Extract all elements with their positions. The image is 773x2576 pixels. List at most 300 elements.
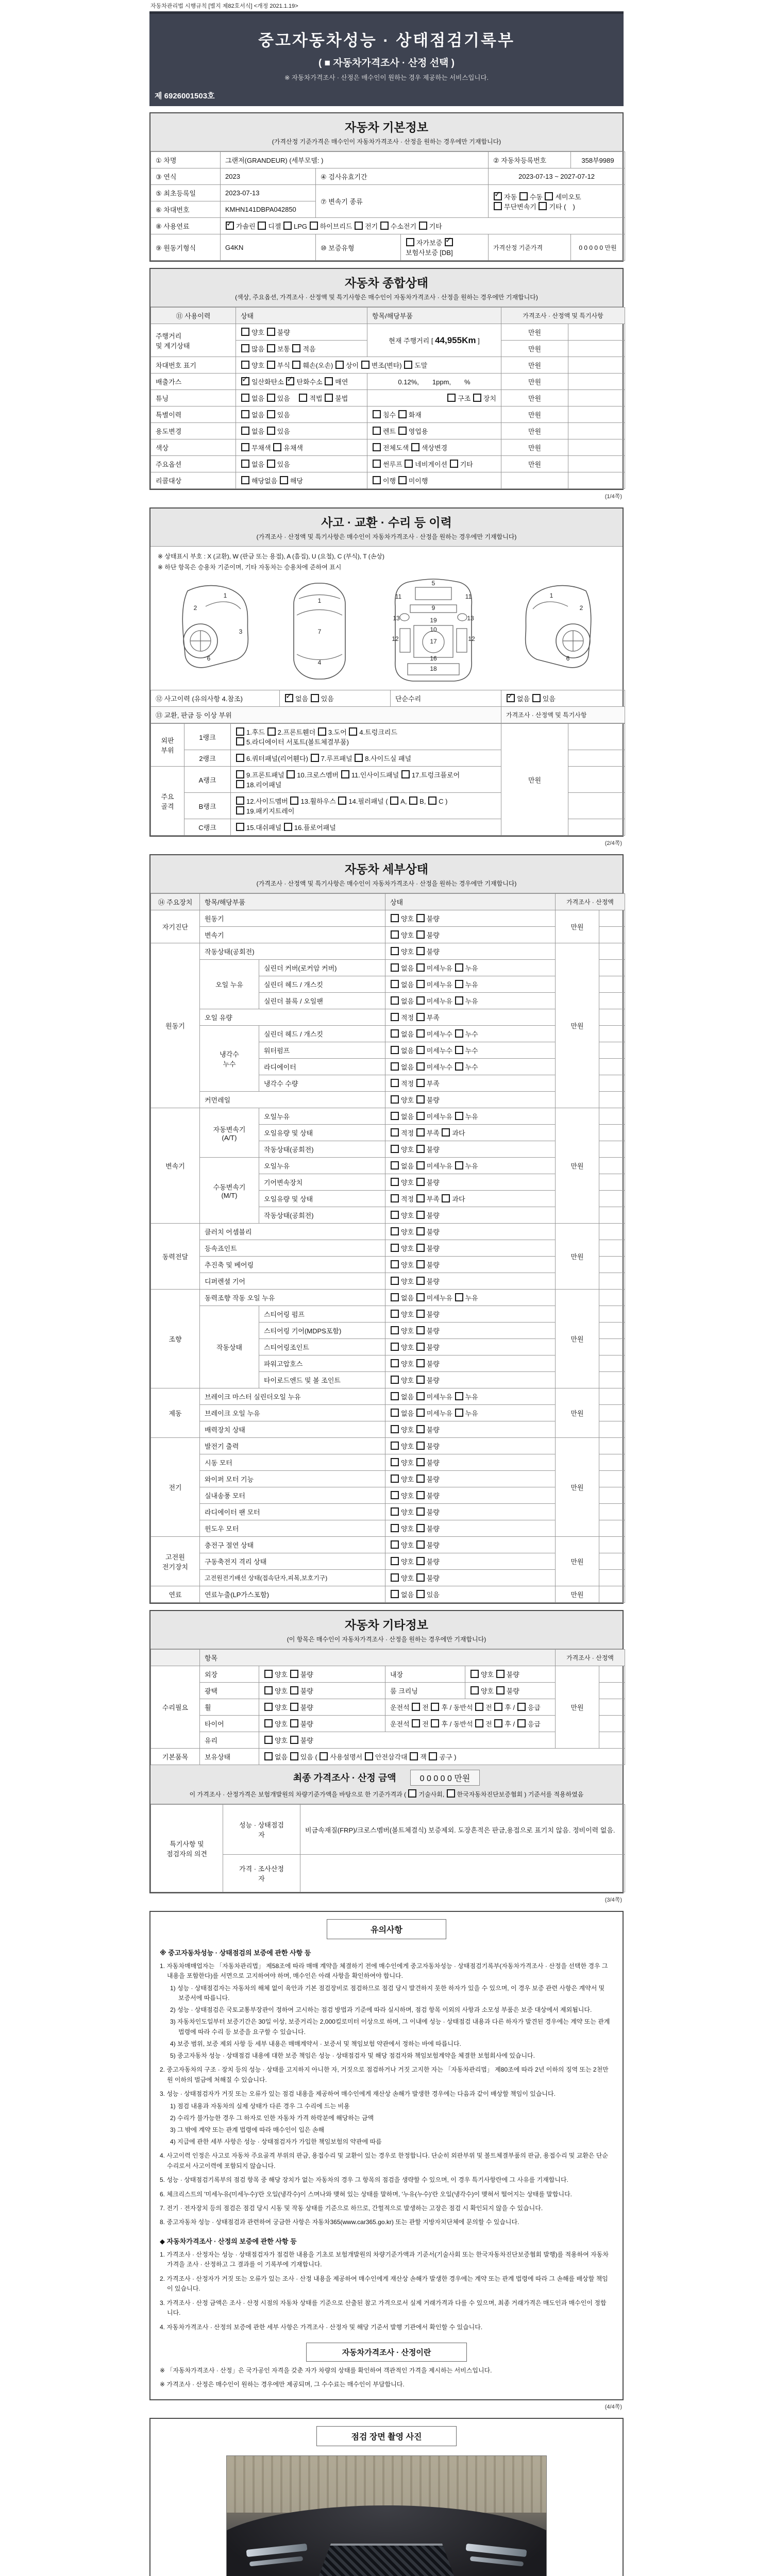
checkbox-unchecked[interactable] [455, 1392, 463, 1400]
checkbox-unchecked[interactable] [264, 1686, 273, 1694]
checkbox-unchecked[interactable] [391, 1112, 399, 1120]
checkbox-unchecked[interactable] [236, 737, 244, 745]
checkbox-unchecked[interactable] [391, 1260, 399, 1268]
checkbox-unchecked[interactable] [419, 222, 427, 230]
checkbox-label: 부족 [426, 1129, 442, 1137]
checkbox-unchecked[interactable] [391, 1079, 399, 1087]
checkbox-unchecked[interactable] [455, 1046, 463, 1054]
checkbox-unchecked[interactable] [416, 1326, 425, 1334]
checkbox-unchecked[interactable] [391, 1145, 399, 1153]
checkbox-unchecked[interactable] [494, 1719, 502, 1727]
checkbox-unchecked[interactable] [494, 202, 502, 210]
checkbox-unchecked[interactable] [447, 394, 456, 402]
checkbox-checked[interactable] [286, 377, 294, 385]
checkbox-unchecked[interactable] [236, 754, 244, 762]
checkbox-unchecked[interactable] [416, 1095, 425, 1104]
checkbox-unchecked[interactable] [241, 476, 249, 484]
checkbox-label: 불량 [426, 1541, 440, 1549]
table-cell: ② 자동차등록번호 [489, 152, 571, 168]
checkbox-cell [367, 472, 501, 489]
checkbox-label: 양호 [401, 1525, 416, 1533]
checkbox-unchecked[interactable] [241, 410, 249, 418]
table-cell: 리콜대상 [151, 472, 236, 489]
checkbox-unchecked[interactable] [241, 344, 249, 352]
checkbox-unchecked[interactable] [431, 1703, 439, 1711]
checkbox-unchecked[interactable] [406, 238, 414, 246]
checkbox-unchecked[interactable] [258, 222, 266, 230]
checkbox-unchecked[interactable] [391, 1095, 399, 1104]
checkbox-unchecked[interactable] [391, 1277, 399, 1285]
table-cell: 휠 [200, 1699, 259, 1716]
checkbox-unchecked[interactable] [264, 1752, 273, 1760]
checkbox-unchecked[interactable] [416, 1293, 425, 1301]
checkbox-unchecked[interactable] [416, 1376, 425, 1384]
checkbox-unchecked[interactable] [416, 963, 425, 972]
table-cell [568, 390, 625, 406]
checkbox-unchecked[interactable] [473, 394, 481, 402]
checkbox-checked[interactable] [494, 192, 502, 200]
checkbox-cell [385, 1699, 556, 1716]
checkbox-unchecked[interactable] [267, 410, 275, 418]
checkbox-unchecked[interactable] [391, 1458, 399, 1466]
checkbox-checked[interactable] [226, 222, 234, 230]
checkbox-unchecked[interactable] [416, 1392, 425, 1400]
checkbox-checked[interactable] [285, 694, 293, 702]
checkbox-unchecked[interactable] [539, 202, 547, 210]
checkbox-cell [385, 1716, 556, 1732]
checkbox-unchecked[interactable] [290, 1670, 298, 1678]
checkbox-unchecked[interactable] [416, 1046, 425, 1054]
checkbox-unchecked[interactable] [391, 1244, 399, 1252]
checkbox-unchecked[interactable] [391, 914, 399, 922]
checkbox-unchecked[interactable] [416, 1458, 425, 1466]
table-cell: ⑨ 원동기형식 [151, 234, 221, 261]
checkbox-label: 9.프론트패널 [246, 771, 287, 779]
checkbox-unchecked[interactable] [416, 1343, 425, 1351]
checkbox-unchecked[interactable] [416, 1128, 425, 1137]
table-cell [599, 1405, 625, 1421]
checkbox-label: 보통 [277, 345, 292, 353]
checkbox-unchecked[interactable] [391, 1392, 399, 1400]
checkbox-unchecked[interactable] [517, 1703, 526, 1711]
checkbox-unchecked[interactable] [391, 1211, 399, 1219]
checkbox-unchecked[interactable] [373, 443, 381, 451]
checkbox-unchecked[interactable] [292, 361, 300, 369]
checkbox-unchecked[interactable] [416, 1557, 425, 1565]
legend-line-1: ※ 상태표시 부호 : X (교환), W (판금 또는 용접), A (흠집), U (요철), C (부식), T (손상) [158, 553, 384, 560]
checkbox-unchecked[interactable] [428, 796, 436, 805]
checkbox-unchecked[interactable] [290, 1752, 298, 1760]
checkbox-unchecked[interactable] [338, 796, 346, 805]
checkbox-unchecked[interactable] [311, 754, 319, 762]
checkbox-unchecked[interactable] [455, 1293, 463, 1301]
checkbox-unchecked[interactable] [391, 1475, 399, 1483]
checkbox-unchecked[interactable] [416, 1524, 425, 1532]
checkbox-unchecked[interactable] [355, 222, 363, 230]
notices-body [150, 1947, 623, 2390]
diagram-part-number: 12 [467, 635, 475, 642]
checkbox-unchecked[interactable] [391, 1029, 399, 1038]
checkbox-unchecked[interactable] [391, 1524, 399, 1532]
checkbox-label: 있음 [542, 695, 556, 703]
checkbox-unchecked[interactable] [416, 1507, 425, 1516]
checkbox-unchecked[interactable] [391, 1540, 399, 1549]
checkbox-unchecked[interactable] [496, 1670, 505, 1678]
checkbox-unchecked[interactable] [299, 394, 307, 402]
checkbox-cell [259, 1716, 385, 1732]
notice-text: 3) 그 밖에 계약 또는 관계 법령에 따라 매수인이 입은 손해 [170, 2126, 325, 2133]
checkbox-unchecked[interactable] [416, 1491, 425, 1499]
checkbox-unchecked[interactable] [335, 361, 344, 369]
checkbox-cell [385, 1108, 556, 1125]
checkbox-unchecked[interactable] [391, 1161, 399, 1170]
checkbox-unchecked[interactable] [391, 930, 399, 939]
checkbox-unchecked[interactable] [455, 996, 463, 1005]
checkbox-unchecked[interactable] [455, 1029, 463, 1038]
checkbox-unchecked[interactable] [373, 476, 381, 484]
checkbox-unchecked[interactable] [416, 1425, 425, 1433]
checkbox-unchecked[interactable] [264, 1719, 273, 1727]
checkbox-checked[interactable] [507, 694, 515, 702]
table-cell: 보유상태 [200, 1749, 259, 1765]
checkbox-unchecked[interactable] [241, 460, 249, 468]
checkbox-unchecked[interactable] [416, 1062, 425, 1071]
table-cell [599, 927, 625, 943]
checkbox-unchecked[interactable] [416, 1029, 425, 1038]
checkbox-label: 침수 [383, 411, 398, 419]
checkbox-unchecked[interactable] [455, 963, 463, 972]
checkbox-unchecked[interactable] [455, 1161, 463, 1170]
table-cell: 작동상태(공회전) [259, 1141, 385, 1158]
checkbox-unchecked[interactable] [401, 770, 410, 778]
checkbox-unchecked[interactable] [292, 344, 300, 352]
checkbox-unchecked[interactable] [241, 394, 249, 402]
checkbox-unchecked[interactable] [391, 1227, 399, 1235]
table-cell [599, 1108, 625, 1125]
checkbox-label: 양호 [401, 1377, 416, 1384]
checkbox-unchecked[interactable] [391, 1293, 399, 1301]
table-cell [568, 456, 625, 472]
table-cell: 배력장치 상태 [200, 1421, 385, 1438]
checkbox-cell [221, 218, 625, 234]
checkbox-unchecked[interactable] [390, 796, 398, 805]
checkbox-unchecked[interactable] [416, 1079, 425, 1087]
checkbox-unchecked[interactable] [267, 394, 275, 402]
checkbox-label: 미세누유 [426, 1393, 455, 1401]
checkbox-label: 불량 [426, 1179, 440, 1187]
checkbox-label: 양호 [401, 1228, 416, 1236]
vehicle-underbody-diagram [372, 578, 495, 684]
checkbox-unchecked[interactable] [391, 1557, 399, 1565]
checkbox-unchecked[interactable] [380, 222, 389, 230]
table-cell [599, 1174, 625, 1191]
checkbox-unchecked[interactable] [391, 980, 399, 988]
checkbox-unchecked[interactable] [391, 1178, 399, 1186]
checkbox-unchecked[interactable] [236, 796, 244, 805]
table-cell: 만원 [501, 341, 568, 357]
checkbox-unchecked[interactable] [373, 460, 381, 468]
checkbox-label: 잭 [420, 1753, 429, 1761]
diagram-part-number: 6 [566, 655, 569, 662]
checkbox-cell [385, 1454, 556, 1471]
table-cell: ⑩ 보증유형 [316, 234, 401, 261]
checkbox-unchecked[interactable] [416, 1442, 425, 1450]
checkbox-checked[interactable] [241, 377, 249, 385]
checkbox-unchecked[interactable] [391, 1013, 399, 1021]
checkbox-unchecked[interactable] [391, 1409, 399, 1417]
checkbox-unchecked[interactable] [470, 1686, 479, 1694]
checkbox-unchecked[interactable] [431, 1719, 439, 1727]
checkbox-unchecked[interactable] [391, 1046, 399, 1054]
checkbox-unchecked[interactable] [391, 1573, 399, 1582]
checkbox-label: 기술사회, [418, 1791, 446, 1798]
checkbox-label: 양호 [401, 1261, 416, 1269]
checkbox-unchecked[interactable] [416, 1359, 425, 1367]
checkbox-unchecked[interactable] [373, 410, 381, 418]
checkbox-unchecked[interactable] [416, 1475, 425, 1483]
checkbox-label: 양호 [401, 1360, 416, 1368]
checkbox-unchecked[interactable] [455, 1062, 463, 1071]
checkbox-label: 전기 [365, 223, 380, 230]
checkbox-unchecked[interactable] [416, 980, 425, 988]
checkbox-unchecked[interactable] [398, 476, 407, 484]
checkbox-unchecked[interactable] [416, 996, 425, 1005]
checkbox-unchecked[interactable] [267, 328, 275, 336]
checkbox-unchecked[interactable] [391, 1194, 399, 1202]
checkbox-unchecked[interactable] [398, 410, 407, 418]
checkbox-unchecked[interactable] [408, 1789, 416, 1798]
checkbox-unchecked[interactable] [284, 823, 292, 831]
table-cell [599, 1421, 625, 1438]
checkbox-unchecked[interactable] [287, 770, 295, 778]
table-cell: 1랭크 [184, 724, 231, 750]
checkbox-unchecked[interactable] [416, 930, 425, 939]
checkbox-unchecked[interactable] [264, 1703, 273, 1711]
checkbox-unchecked[interactable] [405, 460, 413, 468]
checkbox-unchecked[interactable] [267, 361, 275, 369]
checkbox-cell [385, 1570, 556, 1586]
checkbox-unchecked[interactable] [455, 1409, 463, 1417]
table-cell: 조향 [151, 1290, 200, 1388]
checkbox-unchecked[interactable] [416, 1112, 425, 1120]
checkbox-unchecked[interactable] [341, 770, 349, 778]
checkbox-unchecked[interactable] [411, 443, 419, 451]
checkbox-unchecked[interactable] [416, 1244, 425, 1252]
checkbox-unchecked[interactable] [373, 427, 381, 435]
checkbox-unchecked[interactable] [325, 394, 333, 402]
checkbox-unchecked[interactable] [391, 1507, 399, 1516]
checkbox-unchecked[interactable] [391, 1425, 399, 1433]
checkbox-unchecked[interactable] [267, 460, 275, 468]
checkbox-unchecked[interactable] [416, 1227, 425, 1235]
diagram-part-number: 10 [429, 626, 437, 633]
checkbox-unchecked[interactable] [416, 1178, 425, 1186]
checkbox-unchecked[interactable] [391, 1590, 399, 1598]
checkbox-unchecked[interactable] [447, 1789, 455, 1798]
page-marker-3: (3/4쪽) [604, 1897, 622, 1903]
section-note: (이 항목은 매수인이 자동차가격조사 · 산정을 원하는 경우에만 기재합니다) [287, 1636, 486, 1643]
table-cell [599, 1257, 625, 1273]
checkbox-unchecked[interactable] [416, 914, 425, 922]
table-cell: 비금속재질(FRP)/크로스멤버(볼트체결식) 보증제외. 도장흔적은 판금,용접으로 표기치 않음. 정비이력 없음. [300, 1805, 625, 1855]
checkbox-unchecked[interactable] [391, 1491, 399, 1499]
checkbox-unchecked[interactable] [290, 1736, 298, 1744]
checkbox-unchecked[interactable] [416, 947, 425, 955]
checkbox-label: 없음 [251, 428, 266, 435]
checkbox-unchecked[interactable] [475, 1703, 483, 1711]
checkbox-cell [236, 357, 501, 374]
checkbox-checked[interactable] [445, 238, 453, 246]
checkbox-unchecked[interactable] [409, 796, 417, 805]
checkbox-unchecked[interactable] [412, 1703, 420, 1711]
checkbox-unchecked[interactable] [349, 727, 357, 736]
detailed-condition-section [149, 854, 624, 1604]
checkbox-unchecked[interactable] [236, 780, 244, 788]
checkbox-unchecked[interactable] [442, 1194, 450, 1202]
checkbox-unchecked[interactable] [416, 1590, 425, 1598]
checkbox-unchecked[interactable] [391, 1359, 399, 1367]
checkbox-unchecked[interactable] [283, 222, 292, 230]
checkbox-unchecked[interactable] [391, 1442, 399, 1450]
checkbox-unchecked[interactable] [241, 361, 249, 369]
checkbox-unchecked[interactable] [241, 443, 249, 451]
checkbox-label: 가솔린 [236, 223, 258, 230]
checkbox-unchecked[interactable] [391, 947, 399, 955]
checkbox-unchecked[interactable] [494, 1703, 502, 1711]
checkbox-unchecked[interactable] [241, 427, 249, 435]
checkbox-label: 13.휠하우스 [300, 798, 338, 805]
table-cell [568, 767, 625, 793]
checkbox-unchecked[interactable] [264, 1670, 273, 1678]
checkbox-unchecked[interactable] [310, 222, 318, 230]
diagram-part-number: 16 [429, 655, 437, 662]
checkbox-unchecked[interactable] [416, 1277, 425, 1285]
checkbox-unchecked[interactable] [311, 694, 319, 702]
table-cell: ⑫ 사고이력 (유의사항 4.참조) [151, 690, 280, 707]
checkbox-unchecked[interactable] [273, 443, 281, 451]
table-cell: 2023-07-13 ~ 2027-07-12 [489, 168, 625, 185]
checkbox-unchecked[interactable] [416, 1145, 425, 1153]
checkbox-unchecked[interactable] [519, 192, 528, 200]
table-cell: 가격조사 · 산정액 및 특기사항 [501, 308, 625, 324]
checkbox-unchecked[interactable] [404, 361, 412, 369]
checkbox-unchecked[interactable] [290, 1686, 298, 1694]
checkbox-unchecked[interactable] [391, 963, 399, 972]
checkbox-unchecked[interactable] [361, 361, 369, 369]
checkbox-unchecked[interactable] [391, 1376, 399, 1384]
checkbox-unchecked[interactable] [355, 754, 363, 762]
checkbox-unchecked[interactable] [290, 1703, 298, 1711]
checkbox-unchecked[interactable] [236, 806, 244, 815]
checkbox-unchecked[interactable] [391, 1128, 399, 1137]
checkbox-label: 불량 [426, 1492, 440, 1500]
diagram-part-number: 4 [317, 659, 321, 666]
checkbox-unchecked[interactable] [532, 694, 541, 702]
checkbox-label: 불량 [426, 1426, 440, 1434]
checkbox-cell [385, 1537, 556, 1553]
checkbox-unchecked[interactable] [470, 1670, 479, 1678]
checkbox-cell [236, 456, 367, 472]
checkbox-unchecked[interactable] [391, 1326, 399, 1334]
checkbox-unchecked[interactable] [318, 727, 326, 736]
checkbox-label: 누유 [465, 981, 478, 989]
checkbox-unchecked[interactable] [416, 1540, 425, 1549]
checkbox-unchecked[interactable] [365, 1752, 373, 1760]
checkbox-label: 양호 [401, 1574, 416, 1582]
checkbox-unchecked[interactable] [455, 1112, 463, 1120]
checkbox-unchecked[interactable] [236, 823, 244, 831]
checkbox-unchecked[interactable] [416, 1409, 425, 1417]
checkbox-unchecked[interactable] [455, 980, 463, 988]
checkbox-label: 불량 [426, 1212, 440, 1219]
checkbox-unchecked[interactable] [391, 996, 399, 1005]
table-cell [568, 439, 625, 456]
table-cell [599, 1207, 625, 1224]
checkbox-unchecked[interactable] [496, 1686, 505, 1694]
checkbox-unchecked[interactable] [290, 796, 298, 805]
table-cell [568, 423, 625, 439]
checkbox-unchecked[interactable] [475, 1719, 483, 1727]
section-title: 자동차 기타정보 [345, 1618, 428, 1632]
checkbox-label: 미세누수 [426, 1030, 455, 1038]
panel-rank-table [150, 723, 623, 836]
checkbox-unchecked[interactable] [416, 1211, 425, 1219]
table-cell: 고전원 전기장치 [151, 1537, 200, 1586]
table-cell: 실린더 블록 / 오일팬 [259, 993, 385, 1009]
checkbox-unchecked[interactable] [391, 1343, 399, 1351]
checkbox-unchecked[interactable] [517, 1719, 526, 1727]
checkbox-unchecked[interactable] [545, 192, 553, 200]
checkbox-unchecked[interactable] [391, 1310, 399, 1318]
checkbox-unchecked[interactable] [410, 1752, 418, 1760]
checkbox-unchecked[interactable] [320, 1752, 328, 1760]
checkbox-unchecked[interactable] [450, 460, 458, 468]
table-cell: G4KN [221, 234, 316, 261]
checkbox-unchecked[interactable] [416, 1194, 425, 1202]
checkbox-cell [236, 439, 367, 456]
checkbox-unchecked[interactable] [325, 377, 333, 385]
checkbox-unchecked[interactable] [236, 727, 244, 736]
checkbox-unchecked[interactable] [267, 344, 275, 352]
checkbox-cell [231, 819, 501, 836]
checkbox-unchecked[interactable] [391, 1062, 399, 1071]
checkbox-unchecked[interactable] [264, 1736, 273, 1744]
checkbox-label: LPG [294, 223, 309, 230]
checkbox-unchecked[interactable] [416, 1310, 425, 1318]
checkbox-unchecked[interactable] [267, 427, 275, 435]
checkbox-unchecked[interactable] [416, 1573, 425, 1582]
checkbox-unchecked[interactable] [442, 1128, 450, 1137]
checkbox-unchecked[interactable] [236, 770, 244, 778]
checkbox-unchecked[interactable] [412, 1719, 420, 1727]
checkbox-unchecked[interactable] [398, 427, 407, 435]
checkbox-label: 부식 [277, 362, 292, 369]
checkbox-label: 12.사이드멤버 [246, 798, 290, 805]
table-cell: 전기 [151, 1438, 200, 1537]
checkbox-unchecked[interactable] [280, 476, 288, 484]
checkbox-unchecked[interactable] [416, 1260, 425, 1268]
checkbox-unchecked[interactable] [241, 328, 249, 336]
checkbox-unchecked[interactable] [416, 1161, 425, 1170]
checkbox-label: 무단변속기 [504, 202, 539, 211]
checkbox-cell [367, 406, 501, 423]
checkbox-unchecked[interactable] [429, 1752, 437, 1760]
checkbox-label: 없음 [251, 461, 266, 468]
checkbox-unchecked[interactable] [267, 727, 276, 736]
checkbox-unchecked[interactable] [290, 1719, 298, 1727]
accident-history-header [150, 509, 623, 547]
checkbox-unchecked[interactable] [416, 1013, 425, 1021]
